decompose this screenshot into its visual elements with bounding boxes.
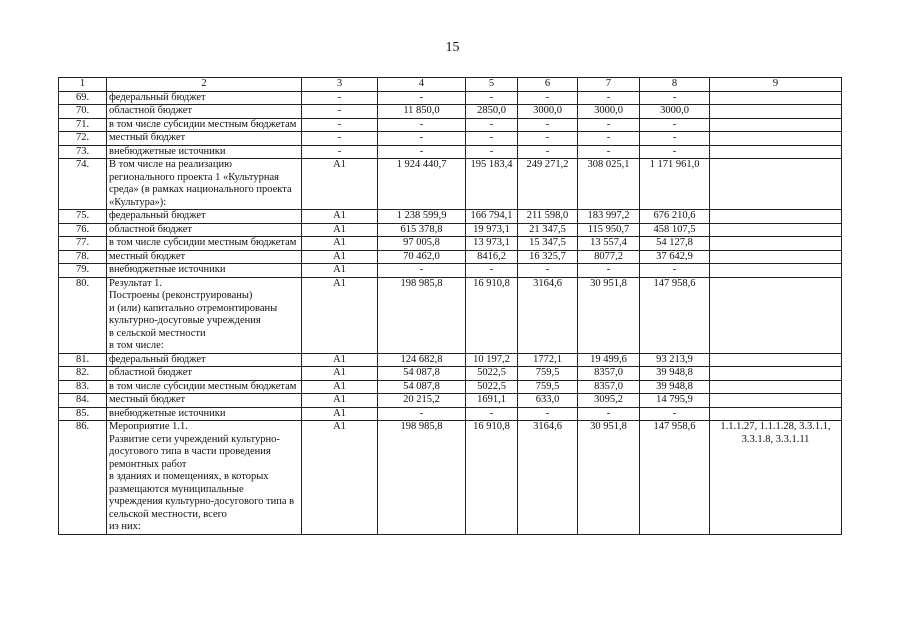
- row-number: 86.: [59, 421, 107, 535]
- row-value-year2: 633,0: [518, 394, 578, 408]
- row-value-year1: 8416,2: [466, 250, 518, 264]
- row-number: 73.: [59, 145, 107, 159]
- row-code: A1: [302, 223, 378, 237]
- row-value-year4: 39 948,8: [640, 380, 710, 394]
- table-row: [59, 367, 842, 381]
- row-number: 72.: [59, 132, 107, 146]
- row-value-year4: 93 213,9: [640, 353, 710, 367]
- row-value-year1: -: [466, 132, 518, 146]
- row-indicator-links: [710, 145, 842, 159]
- column-header: 6: [518, 78, 578, 92]
- row-name: в том числе субсидии местным бюджетам: [107, 380, 302, 394]
- table-row: [59, 145, 842, 159]
- row-value-year3: -: [578, 407, 640, 421]
- row-value-year3: 183 997,2: [578, 210, 640, 224]
- table-row: [59, 277, 842, 353]
- row-name: внебюджетные источники: [107, 145, 302, 159]
- row-code: A1: [302, 380, 378, 394]
- row-value-year3: -: [578, 132, 640, 146]
- row-number: 70.: [59, 105, 107, 119]
- row-total: 198 985,8: [378, 277, 466, 353]
- row-name: В том числе на реализацию регионального проекта 1 «Культурная среда» (в рамках национального проекта «Культура»):: [107, 159, 302, 210]
- row-value-year4: -: [640, 264, 710, 278]
- row-indicator-links: [710, 105, 842, 119]
- row-total: 97 005,8: [378, 237, 466, 251]
- row-number: 85.: [59, 407, 107, 421]
- row-total: 1 924 440,7: [378, 159, 466, 210]
- row-name: местный бюджет: [107, 250, 302, 264]
- row-value-year2: -: [518, 132, 578, 146]
- column-header: 8: [640, 78, 710, 92]
- row-value-year2: 759,5: [518, 367, 578, 381]
- row-value-year3: 13 557,4: [578, 237, 640, 251]
- row-value-year1: 2850,0: [466, 105, 518, 119]
- row-value-year2: -: [518, 145, 578, 159]
- row-total: -: [378, 118, 466, 132]
- table-row: [59, 380, 842, 394]
- row-value-year4: 37 642,9: [640, 250, 710, 264]
- row-name: в том числе субсидии местным бюджетам: [107, 118, 302, 132]
- row-name: федеральный бюджет: [107, 353, 302, 367]
- row-value-year1: -: [466, 264, 518, 278]
- row-code: A1: [302, 159, 378, 210]
- row-total: 11 850,0: [378, 105, 466, 119]
- row-value-year3: 8357,0: [578, 380, 640, 394]
- row-value-year2: 15 347,5: [518, 237, 578, 251]
- column-header: 7: [578, 78, 640, 92]
- row-number: 78.: [59, 250, 107, 264]
- row-number: 82.: [59, 367, 107, 381]
- row-value-year1: 19 973,1: [466, 223, 518, 237]
- row-number: 71.: [59, 118, 107, 132]
- row-code: A1: [302, 421, 378, 535]
- row-number: 84.: [59, 394, 107, 408]
- row-indicator-links: [710, 237, 842, 251]
- table-row: [59, 118, 842, 132]
- row-value-year1: 13 973,1: [466, 237, 518, 251]
- row-indicator-links: [710, 91, 842, 105]
- row-name: внебюджетные источники: [107, 407, 302, 421]
- row-value-year1: -: [466, 145, 518, 159]
- row-total: 1 238 599,9: [378, 210, 466, 224]
- row-value-year1: 1691,1: [466, 394, 518, 408]
- column-header: 3: [302, 78, 378, 92]
- table-row: [59, 353, 842, 367]
- row-value-year1: -: [466, 407, 518, 421]
- row-value-year3: -: [578, 264, 640, 278]
- row-indicator-links: [710, 132, 842, 146]
- row-value-year3: 19 499,6: [578, 353, 640, 367]
- row-value-year2: 759,5: [518, 380, 578, 394]
- row-name: федеральный бюджет: [107, 91, 302, 105]
- row-code: A1: [302, 250, 378, 264]
- row-number: 77.: [59, 237, 107, 251]
- row-value-year3: 115 950,7: [578, 223, 640, 237]
- table-row: [59, 105, 842, 119]
- table-row: [59, 394, 842, 408]
- row-total: -: [378, 145, 466, 159]
- row-total: 54 087,8: [378, 380, 466, 394]
- row-value-year2: 3000,0: [518, 105, 578, 119]
- row-value-year4: 1 171 961,0: [640, 159, 710, 210]
- row-value-year1: 5022,5: [466, 367, 518, 381]
- column-header: 4: [378, 78, 466, 92]
- row-value-year1: 195 183,4: [466, 159, 518, 210]
- row-indicator-links: [710, 264, 842, 278]
- row-value-year3: -: [578, 118, 640, 132]
- row-value-year3: 3000,0: [578, 105, 640, 119]
- row-value-year4: 458 107,5: [640, 223, 710, 237]
- row-value-year3: 3095,2: [578, 394, 640, 408]
- table-row: [59, 132, 842, 146]
- column-header: 5: [466, 78, 518, 92]
- table-row: [59, 210, 842, 224]
- row-indicator-links: [710, 159, 842, 210]
- row-number: 80.: [59, 277, 107, 353]
- row-indicator-links: [710, 250, 842, 264]
- row-value-year4: 147 958,6: [640, 421, 710, 535]
- row-value-year4: -: [640, 132, 710, 146]
- row-value-year3: 30 951,8: [578, 277, 640, 353]
- row-name: Результат 1. Построены (реконструированы) и (или) капитально отремонтированы культурно-досуговые учреждения в сельской местности в том числе:: [107, 277, 302, 353]
- column-header: 2: [107, 78, 302, 92]
- row-value-year1: 16 910,8: [466, 277, 518, 353]
- row-number: 81.: [59, 353, 107, 367]
- row-total: 20 215,2: [378, 394, 466, 408]
- row-name: местный бюджет: [107, 132, 302, 146]
- row-code: A1: [302, 394, 378, 408]
- row-total: 198 985,8: [378, 421, 466, 535]
- row-value-year4: -: [640, 145, 710, 159]
- row-code: -: [302, 132, 378, 146]
- row-name: в том числе субсидии местным бюджетам: [107, 237, 302, 251]
- row-total: 615 378,8: [378, 223, 466, 237]
- table-row: [59, 407, 842, 421]
- table-row: [59, 159, 842, 210]
- row-indicator-links: [710, 210, 842, 224]
- row-name: местный бюджет: [107, 394, 302, 408]
- row-value-year2: -: [518, 91, 578, 105]
- row-value-year3: 8077,2: [578, 250, 640, 264]
- table-body: [59, 91, 842, 534]
- row-value-year4: -: [640, 407, 710, 421]
- row-value-year4: 39 948,8: [640, 367, 710, 381]
- table-row: [59, 91, 842, 105]
- row-value-year2: 211 598,0: [518, 210, 578, 224]
- row-name: областной бюджет: [107, 105, 302, 119]
- row-value-year1: 166 794,1: [466, 210, 518, 224]
- row-name: внебюджетные источники: [107, 264, 302, 278]
- row-number: 74.: [59, 159, 107, 210]
- row-code: A1: [302, 407, 378, 421]
- row-indicator-links: [710, 380, 842, 394]
- row-number: 76.: [59, 223, 107, 237]
- row-value-year2: 3164,6: [518, 277, 578, 353]
- row-value-year1: 16 910,8: [466, 421, 518, 535]
- row-code: -: [302, 105, 378, 119]
- row-number: 75.: [59, 210, 107, 224]
- row-total: -: [378, 407, 466, 421]
- row-value-year2: 249 271,2: [518, 159, 578, 210]
- row-indicator-links: [710, 407, 842, 421]
- row-total: -: [378, 264, 466, 278]
- row-value-year1: -: [466, 118, 518, 132]
- row-value-year4: 54 127,8: [640, 237, 710, 251]
- row-number: 83.: [59, 380, 107, 394]
- row-indicator-links: [710, 118, 842, 132]
- row-value-year4: 676 210,6: [640, 210, 710, 224]
- table-row: [59, 264, 842, 278]
- row-total: -: [378, 91, 466, 105]
- row-value-year4: 3000,0: [640, 105, 710, 119]
- row-value-year4: 147 958,6: [640, 277, 710, 353]
- row-number: 79.: [59, 264, 107, 278]
- column-header: 1: [59, 78, 107, 92]
- row-code: A1: [302, 210, 378, 224]
- row-value-year3: 30 951,8: [578, 421, 640, 535]
- row-indicator-links: [710, 223, 842, 237]
- table-row: [59, 237, 842, 251]
- row-value-year2: -: [518, 264, 578, 278]
- row-value-year2: 16 325,7: [518, 250, 578, 264]
- row-value-year2: 3164,6: [518, 421, 578, 535]
- row-code: A1: [302, 264, 378, 278]
- row-value-year4: 14 795,9: [640, 394, 710, 408]
- row-total: -: [378, 132, 466, 146]
- row-indicator-links: [710, 367, 842, 381]
- row-code: A1: [302, 237, 378, 251]
- row-code: -: [302, 118, 378, 132]
- row-code: A1: [302, 367, 378, 381]
- row-indicator-links: 1.1.1.27, 1.1.1.28, 3.3.1.1, 3.3.1.8, 3.3.1.11: [710, 421, 842, 535]
- row-value-year3: 308 025,1: [578, 159, 640, 210]
- row-number: 69.: [59, 91, 107, 105]
- row-name: Мероприятие 1.1. Развитие сети учреждений культурно-досугового типа в части проведения ремонтных работ в зданиях и помещениях, в которых размещаются муниципальные учреждения культурно-досугового типа в сельской местности, всего из них:: [107, 421, 302, 535]
- row-name: федеральный бюджет: [107, 210, 302, 224]
- row-value-year4: -: [640, 118, 710, 132]
- table-row: [59, 250, 842, 264]
- table-row: [59, 421, 842, 535]
- row-value-year4: -: [640, 91, 710, 105]
- row-value-year1: -: [466, 91, 518, 105]
- row-name: областной бюджет: [107, 223, 302, 237]
- row-code: A1: [302, 277, 378, 353]
- row-indicator-links: [710, 277, 842, 353]
- table-row: [59, 223, 842, 237]
- row-value-year2: 1772,1: [518, 353, 578, 367]
- row-value-year1: 5022,5: [466, 380, 518, 394]
- header-row: [59, 78, 842, 92]
- page-number: 15: [445, 40, 460, 55]
- row-total: 124 682,8: [378, 353, 466, 367]
- row-code: -: [302, 145, 378, 159]
- row-value-year2: 21 347,5: [518, 223, 578, 237]
- budget-table: [58, 77, 842, 535]
- row-value-year2: -: [518, 407, 578, 421]
- row-value-year2: -: [518, 118, 578, 132]
- row-code: A1: [302, 353, 378, 367]
- row-value-year1: 10 197,2: [466, 353, 518, 367]
- row-total: 70 462,0: [378, 250, 466, 264]
- row-name: областной бюджет: [107, 367, 302, 381]
- column-header: 9: [710, 78, 842, 92]
- row-value-year3: -: [578, 91, 640, 105]
- row-code: -: [302, 91, 378, 105]
- row-indicator-links: [710, 353, 842, 367]
- row-value-year3: 8357,0: [578, 367, 640, 381]
- row-total: 54 087,8: [378, 367, 466, 381]
- row-value-year3: -: [578, 145, 640, 159]
- row-indicator-links: [710, 394, 842, 408]
